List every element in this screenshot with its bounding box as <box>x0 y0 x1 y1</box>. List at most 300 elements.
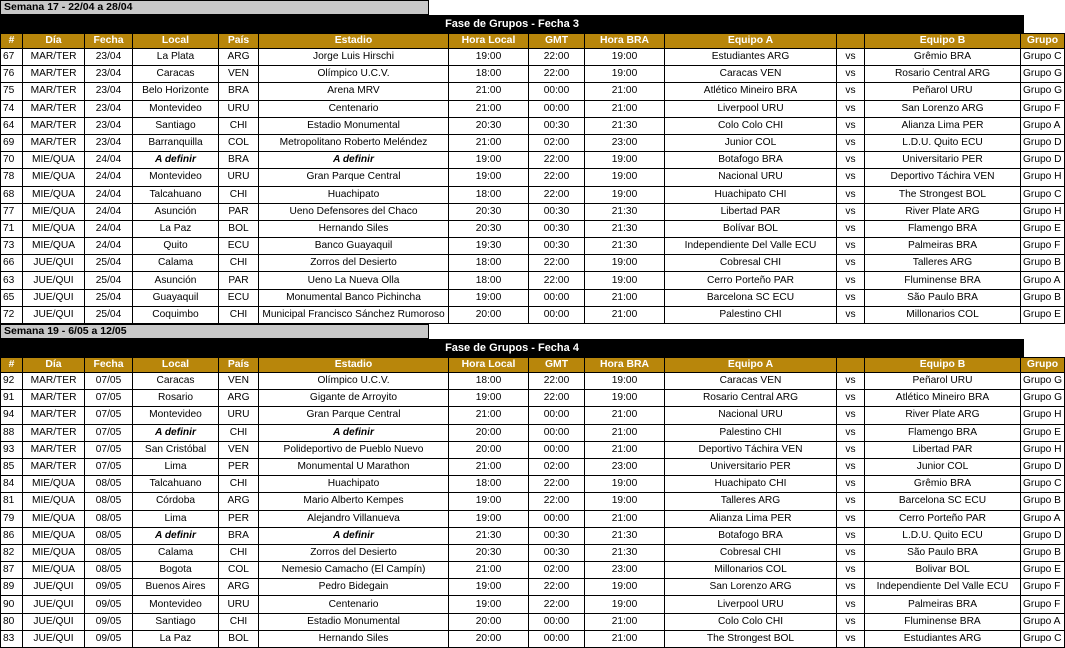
table-cell: São Paulo BRA <box>865 544 1021 561</box>
table-cell: MAR/TER <box>23 100 85 117</box>
table-cell: Grupo D <box>1021 458 1065 475</box>
table-cell: 75 <box>1 83 23 100</box>
table-cell: PAR <box>219 203 259 220</box>
table-cell: MIE/QUA <box>23 220 85 237</box>
table-cell: Grupo F <box>1021 596 1065 613</box>
table-cell: 00:00 <box>529 613 585 630</box>
table-cell: Ueno Defensores del Chaco <box>259 203 449 220</box>
table-cell: vs <box>837 562 865 579</box>
table-cell: San Lorenzo ARG <box>665 579 837 596</box>
table-cell: Córdoba <box>133 493 219 510</box>
table-cell: 86 <box>1 527 23 544</box>
table-cell: PAR <box>219 272 259 289</box>
table-cell: 21:30 <box>585 117 665 134</box>
table-cell: 19:00 <box>449 493 529 510</box>
table-cell: 20:00 <box>449 613 529 630</box>
table-cell: Grupo D <box>1021 134 1065 151</box>
table-cell: 69 <box>1 134 23 151</box>
table-row <box>1 407 1065 424</box>
table-cell: vs <box>837 596 865 613</box>
column-header: GMT <box>529 358 585 373</box>
table-cell: 19:00 <box>585 596 665 613</box>
column-header: Equipo B <box>865 358 1021 373</box>
table-cell: JUE/QUI <box>23 613 85 630</box>
table-cell: Zorros del Desierto <box>259 255 449 272</box>
table-row <box>1 289 1065 306</box>
table-cell: 72 <box>1 306 23 323</box>
table-cell: Deportivo Táchira VEN <box>665 441 837 458</box>
table-cell: 21:00 <box>585 306 665 323</box>
table-cell: Banco Guayaquil <box>259 238 449 255</box>
table-cell: MIE/QUA <box>23 527 85 544</box>
table-cell: Flamengo BRA <box>865 424 1021 441</box>
table-cell: Grupo B <box>1021 255 1065 272</box>
table-cell: 24/04 <box>85 169 133 186</box>
column-header: Hora Local <box>449 34 529 49</box>
column-header: # <box>1 358 23 373</box>
table-cell: vs <box>837 238 865 255</box>
table-cell: vs <box>837 306 865 323</box>
table-cell: Santiago <box>133 613 219 630</box>
table-cell: Grupo G <box>1021 83 1065 100</box>
table-cell: Asunción <box>133 272 219 289</box>
table-cell: Monumental Banco Pichincha <box>259 289 449 306</box>
table-cell: 20:00 <box>449 306 529 323</box>
table-cell: Montevideo <box>133 169 219 186</box>
table-cell: CHI <box>219 476 259 493</box>
table-cell: URU <box>219 596 259 613</box>
table-cell: vs <box>837 66 865 83</box>
table-cell: Grupo F <box>1021 238 1065 255</box>
table-cell: 02:00 <box>529 562 585 579</box>
table-cell: CHI <box>219 306 259 323</box>
table-cell: 84 <box>1 476 23 493</box>
table-cell: 20:00 <box>449 630 529 647</box>
table-row <box>1 66 1065 83</box>
table-cell: Bogota <box>133 562 219 579</box>
table-cell: Universitario PER <box>665 458 837 475</box>
column-header: Día <box>23 34 85 49</box>
table-cell: vs <box>837 544 865 561</box>
table-row <box>1 220 1065 237</box>
table-cell: 65 <box>1 289 23 306</box>
table-cell: 79 <box>1 510 23 527</box>
table-cell: vs <box>837 510 865 527</box>
table-cell: Santiago <box>133 117 219 134</box>
table-cell: 00:00 <box>529 83 585 100</box>
table-cell: 18:00 <box>449 66 529 83</box>
table-cell: MIE/QUA <box>23 562 85 579</box>
table-cell: Coquimbo <box>133 306 219 323</box>
table-cell: Grupo E <box>1021 306 1065 323</box>
table-cell: Grupo B <box>1021 289 1065 306</box>
table-cell: 00:30 <box>529 527 585 544</box>
table-cell: vs <box>837 527 865 544</box>
table-cell: 20:30 <box>449 203 529 220</box>
column-header: Hora BRA <box>585 34 665 49</box>
table-cell: A definir <box>133 152 219 169</box>
table-cell: JUE/QUI <box>23 272 85 289</box>
table-cell: 23:00 <box>585 562 665 579</box>
table-cell: 71 <box>1 220 23 237</box>
table-cell: Buenos Aires <box>133 579 219 596</box>
table-cell: Grupo G <box>1021 66 1065 83</box>
table-cell: 00:00 <box>529 441 585 458</box>
table-cell: 08/05 <box>85 544 133 561</box>
phase-title-bar <box>0 339 1024 357</box>
table-cell: 19:00 <box>449 49 529 66</box>
table-cell: Huachipato CHI <box>665 476 837 493</box>
table-cell: Olímpico U.C.V. <box>259 373 449 390</box>
table-cell: 00:00 <box>529 407 585 424</box>
table-cell: 19:00 <box>449 510 529 527</box>
table-cell: Municipal Francisco Sánchez Rumoroso <box>259 306 449 323</box>
table-cell: La Paz <box>133 220 219 237</box>
table-row <box>1 493 1065 510</box>
table-cell: 22:00 <box>529 255 585 272</box>
table-cell: MAR/TER <box>23 458 85 475</box>
table-cell: La Paz <box>133 630 219 647</box>
table-cell: PER <box>219 458 259 475</box>
table-cell: Grêmio BRA <box>865 476 1021 493</box>
table-cell: River Plate ARG <box>865 407 1021 424</box>
table-cell: CHI <box>219 255 259 272</box>
table-cell: vs <box>837 407 865 424</box>
week-header-row <box>0 324 1024 339</box>
table-cell: PER <box>219 510 259 527</box>
table-cell: JUE/QUI <box>23 579 85 596</box>
table-cell: 19:30 <box>449 238 529 255</box>
week-label: Semana 19 - 6/05 a 12/05 <box>0 324 429 339</box>
table-cell: MIE/QUA <box>23 544 85 561</box>
table-cell: 07/05 <box>85 424 133 441</box>
table-cell: MAR/TER <box>23 83 85 100</box>
table-cell: Alianza Lima PER <box>665 510 837 527</box>
table-cell: Grupo H <box>1021 407 1065 424</box>
table-cell: Universitario PER <box>865 152 1021 169</box>
table-cell: MIE/QUA <box>23 152 85 169</box>
table-cell: 24/04 <box>85 220 133 237</box>
table-row <box>1 544 1065 561</box>
table-cell: 87 <box>1 562 23 579</box>
table-cell: MIE/QUA <box>23 510 85 527</box>
table-cell: VEN <box>219 373 259 390</box>
table-cell: Caracas <box>133 373 219 390</box>
table-cell: ARG <box>219 390 259 407</box>
table-cell: 07/05 <box>85 458 133 475</box>
table-cell: 21:00 <box>585 424 665 441</box>
table-cell: vs <box>837 493 865 510</box>
table-cell: MAR/TER <box>23 441 85 458</box>
table-cell: 91 <box>1 390 23 407</box>
table-cell: Grupo A <box>1021 613 1065 630</box>
table-cell: 89 <box>1 579 23 596</box>
schedule-section <box>0 324 1063 648</box>
table-cell: Nacional URU <box>665 169 837 186</box>
table-cell: 22:00 <box>529 476 585 493</box>
table-cell: 21:00 <box>449 83 529 100</box>
table-cell: 25/04 <box>85 306 133 323</box>
table-cell: Montevideo <box>133 100 219 117</box>
table-cell: Gran Parque Central <box>259 407 449 424</box>
table-cell: 00:00 <box>529 100 585 117</box>
table-cell: BOL <box>219 220 259 237</box>
table-cell: Grêmio BRA <box>865 49 1021 66</box>
table-cell: JUE/QUI <box>23 596 85 613</box>
table-row <box>1 203 1065 220</box>
phase-title: Fase de Grupos - Fecha 3 <box>445 18 579 30</box>
table-cell: Alianza Lima PER <box>865 117 1021 134</box>
table-cell: 24/04 <box>85 238 133 255</box>
table-cell: Huachipato <box>259 186 449 203</box>
table-cell: 81 <box>1 493 23 510</box>
table-cell: 80 <box>1 613 23 630</box>
table-cell: 20:30 <box>449 117 529 134</box>
table-cell: 68 <box>1 186 23 203</box>
table-cell: Grupo D <box>1021 527 1065 544</box>
table-cell: Belo Horizonte <box>133 83 219 100</box>
table-cell: 22:00 <box>529 152 585 169</box>
table-cell: Deportivo Táchira VEN <box>865 169 1021 186</box>
table-cell: 21:00 <box>585 289 665 306</box>
table-cell: 21:00 <box>449 562 529 579</box>
table-cell: Centenario <box>259 100 449 117</box>
table-header-row <box>1 34 1065 49</box>
column-header <box>837 358 865 373</box>
table-cell: The Strongest BOL <box>665 630 837 647</box>
table-cell: 22:00 <box>529 373 585 390</box>
table-cell: JUE/QUI <box>23 630 85 647</box>
table-cell: Talleres ARG <box>665 493 837 510</box>
table-cell: BRA <box>219 83 259 100</box>
table-cell: vs <box>837 169 865 186</box>
table-cell: A definir <box>259 152 449 169</box>
table-cell: San Lorenzo ARG <box>865 100 1021 117</box>
table-cell: Liverpool URU <box>665 100 837 117</box>
table-cell: 20:00 <box>449 424 529 441</box>
table-cell: Grupo C <box>1021 186 1065 203</box>
table-cell: vs <box>837 117 865 134</box>
table-cell: Rosario Central ARG <box>665 390 837 407</box>
table-cell: Alejandro Villanueva <box>259 510 449 527</box>
column-header: Hora Local <box>449 358 529 373</box>
table-cell: vs <box>837 49 865 66</box>
table-cell: Grupo B <box>1021 493 1065 510</box>
table-cell: 21:00 <box>449 134 529 151</box>
table-cell: Talcahuano <box>133 186 219 203</box>
table-cell: vs <box>837 390 865 407</box>
table-cell: 22:00 <box>529 390 585 407</box>
table-cell: 19:00 <box>585 255 665 272</box>
table-row <box>1 630 1065 647</box>
table-row <box>1 424 1065 441</box>
table-cell: Millonarios COL <box>865 306 1021 323</box>
table-cell: 85 <box>1 458 23 475</box>
table-cell: 21:00 <box>585 613 665 630</box>
table-cell: 23/04 <box>85 66 133 83</box>
table-cell: vs <box>837 476 865 493</box>
table-cell: 19:00 <box>449 169 529 186</box>
table-cell: 09/05 <box>85 579 133 596</box>
column-header: Hora BRA <box>585 358 665 373</box>
table-cell: MAR/TER <box>23 390 85 407</box>
table-cell: Grupo C <box>1021 49 1065 66</box>
table-cell: Cerro Porteño PAR <box>665 272 837 289</box>
phase-title-bar <box>0 15 1024 33</box>
table-cell: Estadio Monumental <box>259 613 449 630</box>
table-cell: Millonarios COL <box>665 562 837 579</box>
table-cell: Grupo C <box>1021 476 1065 493</box>
table-cell: Bolivar BOL <box>865 562 1021 579</box>
table-cell: 24/04 <box>85 203 133 220</box>
table-cell: 70 <box>1 152 23 169</box>
table-cell: BRA <box>219 152 259 169</box>
table-cell: Lima <box>133 510 219 527</box>
table-cell: Grupo E <box>1021 424 1065 441</box>
table-cell: Grupo A <box>1021 510 1065 527</box>
table-cell: 20:30 <box>449 544 529 561</box>
table-cell: vs <box>837 255 865 272</box>
table-cell: Peñarol URU <box>865 83 1021 100</box>
table-row <box>1 579 1065 596</box>
table-cell: Grupo F <box>1021 100 1065 117</box>
table-cell: 19:00 <box>585 579 665 596</box>
table-row <box>1 238 1065 255</box>
column-header: Equipo B <box>865 34 1021 49</box>
column-header: Grupo <box>1021 34 1065 49</box>
table-cell: 22:00 <box>529 49 585 66</box>
table-row <box>1 373 1065 390</box>
table-cell: ARG <box>219 49 259 66</box>
table-cell: BRA <box>219 527 259 544</box>
table-cell: Grupo H <box>1021 169 1065 186</box>
table-cell: 74 <box>1 100 23 117</box>
table-cell: Caracas VEN <box>665 66 837 83</box>
table-cell: Ueno La Nueva Olla <box>259 272 449 289</box>
column-header: Estadio <box>259 34 449 49</box>
table-cell: Estudiantes ARG <box>665 49 837 66</box>
table-cell: 25/04 <box>85 272 133 289</box>
table-cell: 00:30 <box>529 544 585 561</box>
table-cell: 78 <box>1 169 23 186</box>
table-cell: Grupo H <box>1021 441 1065 458</box>
table-cell: 23/04 <box>85 100 133 117</box>
table-cell: vs <box>837 613 865 630</box>
table-cell: 64 <box>1 117 23 134</box>
table-row <box>1 255 1065 272</box>
table-cell: Quito <box>133 238 219 255</box>
table-cell: 24/04 <box>85 152 133 169</box>
table-cell: 21:30 <box>585 203 665 220</box>
table-cell: vs <box>837 186 865 203</box>
table-cell: Libertad PAR <box>665 203 837 220</box>
table-cell: vs <box>837 83 865 100</box>
table-cell: 00:00 <box>529 306 585 323</box>
table-cell: Hernando Siles <box>259 220 449 237</box>
table-cell: 19:00 <box>585 169 665 186</box>
table-cell: MAR/TER <box>23 66 85 83</box>
table-cell: 21:30 <box>585 220 665 237</box>
table-cell: 25/04 <box>85 255 133 272</box>
table-cell: Talleres ARG <box>865 255 1021 272</box>
table-cell: JUE/QUI <box>23 306 85 323</box>
table-cell: 19:00 <box>449 596 529 613</box>
table-cell: Metropolitano Roberto Meléndez <box>259 134 449 151</box>
table-cell: Flamengo BRA <box>865 220 1021 237</box>
table-cell: 07/05 <box>85 407 133 424</box>
table-cell: 18:00 <box>449 476 529 493</box>
table-cell: 22:00 <box>529 579 585 596</box>
table-cell: 22:00 <box>529 169 585 186</box>
table-cell: 19:00 <box>449 152 529 169</box>
table-cell: 88 <box>1 424 23 441</box>
table-cell: 00:00 <box>529 630 585 647</box>
table-cell: vs <box>837 579 865 596</box>
table-cell: 22:00 <box>529 272 585 289</box>
table-cell: JUE/QUI <box>23 255 85 272</box>
table-cell: 19:00 <box>585 272 665 289</box>
table-cell: MAR/TER <box>23 373 85 390</box>
table-cell: 25/04 <box>85 289 133 306</box>
table-cell: 23/04 <box>85 83 133 100</box>
week-label: Semana 17 - 22/04 a 28/04 <box>0 0 429 15</box>
table-cell: 21:00 <box>449 458 529 475</box>
table-cell: 92 <box>1 373 23 390</box>
table-row <box>1 100 1065 117</box>
table-cell: 19:00 <box>585 493 665 510</box>
table-cell: 66 <box>1 255 23 272</box>
table-cell: 19:00 <box>585 49 665 66</box>
fixtures-table <box>0 357 1065 648</box>
table-header-row <box>1 358 1065 373</box>
table-cell: 07/05 <box>85 441 133 458</box>
table-cell: 21:00 <box>585 100 665 117</box>
table-cell: URU <box>219 169 259 186</box>
table-cell: 21:00 <box>449 407 529 424</box>
table-cell: Nacional URU <box>665 407 837 424</box>
table-cell: Junior COL <box>865 458 1021 475</box>
table-cell: Monumental U Marathon <box>259 458 449 475</box>
table-cell: 94 <box>1 407 23 424</box>
table-cell: 22:00 <box>529 186 585 203</box>
table-cell: 08/05 <box>85 476 133 493</box>
table-cell: vs <box>837 203 865 220</box>
table-cell: Junior COL <box>665 134 837 151</box>
table-cell: 93 <box>1 441 23 458</box>
table-row <box>1 49 1065 66</box>
table-cell: Grupo G <box>1021 373 1065 390</box>
table-cell: 18:00 <box>449 373 529 390</box>
table-cell: Palmeiras BRA <box>865 238 1021 255</box>
table-row <box>1 152 1065 169</box>
table-cell: 00:00 <box>529 424 585 441</box>
table-cell: Atlético Mineiro BRA <box>665 83 837 100</box>
table-cell: 73 <box>1 238 23 255</box>
table-cell: 21:00 <box>585 510 665 527</box>
table-cell: Independiente Del Valle ECU <box>865 579 1021 596</box>
table-cell: A definir <box>133 527 219 544</box>
table-cell: 00:00 <box>529 289 585 306</box>
table-cell: 77 <box>1 203 23 220</box>
table-cell: Grupo H <box>1021 203 1065 220</box>
table-row <box>1 613 1065 630</box>
table-cell: 23:00 <box>585 134 665 151</box>
table-cell: MAR/TER <box>23 117 85 134</box>
table-cell: Rosario <box>133 390 219 407</box>
table-row <box>1 476 1065 493</box>
table-cell: Cobresal CHI <box>665 544 837 561</box>
table-cell: CHI <box>219 117 259 134</box>
